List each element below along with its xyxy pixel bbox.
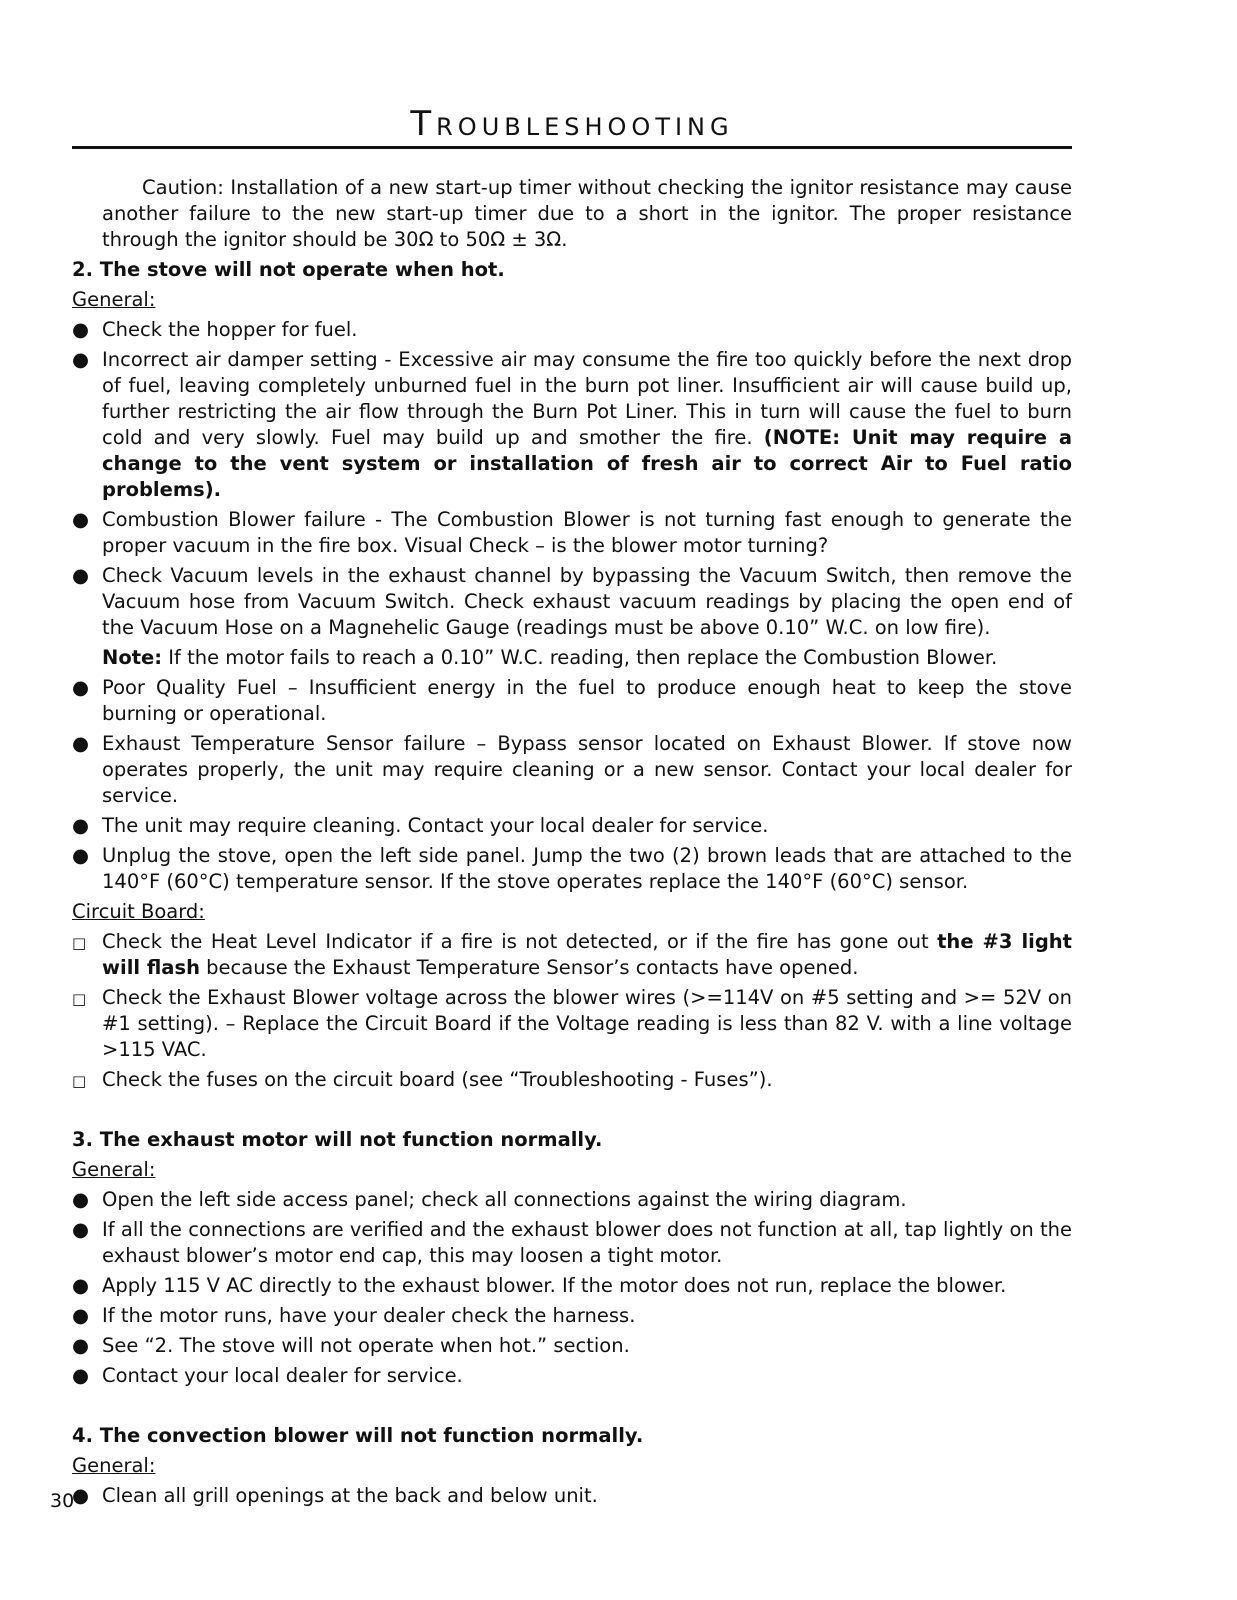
section-3-general-label: General: xyxy=(72,1158,156,1181)
bullet-icon: ● xyxy=(72,732,90,755)
caution-paragraph: Caution: Installation of a new start-up timer without checking the ignitor resistance may cause another failure to the new start-up timer due to a short in the ignitor. The proper resistance through the ignitor should be 30Ω to 50Ω ± 3Ω. xyxy=(102,176,1072,251)
list-item: ● Unplug the stove, open the left side panel. Jump the two (2) brown leads that are attached to the 140°F (60°C) temperature sensor. If the stove operates replace the 140°F (60°C) sensor. xyxy=(72,844,1072,893)
bullet-icon: ● xyxy=(72,1188,90,1211)
section-2-general-label: General: xyxy=(72,288,156,311)
note-paragraph: Note: If the motor fails to reach a 0.10” W.C. reading, then replace the Combustion Blower. xyxy=(102,646,998,669)
page-title: Troubleshooting xyxy=(410,104,734,144)
checkbox-icon: □ xyxy=(72,934,87,952)
spacer xyxy=(72,1093,1072,1123)
list-item: ● Check Vacuum levels in the exhaust channel by bypassing the Vacuum Switch, then remove the Vacuum hose from Vacuum Switch. Check exhaust vacuum readings by placing the open end of the Vacuum Hose on a Magnehelic Gauge (readings must be above 0.10” W.C. on low fire). xyxy=(72,564,1072,639)
section-4-general-label: General: xyxy=(72,1454,156,1477)
page-number: 30 xyxy=(50,1490,75,1512)
checklist-item: □ Check the fuses on the circuit board (see “Troubleshooting - Fuses”). xyxy=(72,1067,1072,1093)
title-rule xyxy=(72,146,1072,149)
bullet-icon: ● xyxy=(72,318,90,341)
bullet-icon: ● xyxy=(72,564,90,587)
list-item: ● Clean all grill openings at the back and below unit. xyxy=(72,1484,598,1507)
bullet-icon: ● xyxy=(72,1304,90,1327)
bullet-icon: ● xyxy=(72,814,90,837)
list-item: ● Apply 115 V AC directly to the exhaust blower. If the motor does not run, replace the blower. xyxy=(72,1274,1007,1297)
list-item: ● See “2. The stove will not operate when hot.” section. xyxy=(72,1334,630,1357)
list-item: ● Open the left side access panel; check all connections against the wiring diagram. xyxy=(72,1188,907,1211)
list-item: ● Incorrect air damper setting - Excessive air may consume the fire too quickly before the next drop of fuel, leaving completely unburned fuel in the burn pot liner. Insufficient air will cause build up, further restricting the air flow through the Burn Pot Liner. This in turn will cause the fuel to burn cold and very slowly. Fuel may build up and smother the fire. (NOTE: Unit may require a change to the vent system or installation of fresh air to correct Air to Fuel ratio problems). xyxy=(72,348,1072,501)
list-item: ● If all the connections are verified and the exhaust blower does not function at all, tap lightly on the exhaust blower’s motor end cap, this may loosen a tight motor. xyxy=(72,1218,1072,1267)
list-item: ● Check the hopper for fuel. xyxy=(72,318,358,341)
bullet-icon: ● xyxy=(72,1484,90,1507)
list-item: ● Combustion Blower failure - The Combustion Blower is not turning fast enough to generate the proper vacuum in the fire box. Visual Check – is the blower motor turning? xyxy=(72,508,1072,557)
bullet-icon: ● xyxy=(72,1274,90,1297)
spacer xyxy=(72,1389,1072,1419)
list-item: ● Contact your local dealer for service. xyxy=(72,1364,463,1387)
vent-note: (NOTE: Unit may require a change to the vent system or installation of fresh air to correct Air to Fuel ratio problems). xyxy=(102,426,1072,501)
section-2-heading: 2. The stove will not operate when hot. xyxy=(72,258,505,281)
note-label: Note: xyxy=(102,646,163,669)
bullet-icon: ● xyxy=(72,508,90,531)
bullet-icon: ● xyxy=(72,1218,90,1241)
list-item: ● Poor Quality Fuel – Insufficient energy in the fuel to produce enough heat to keep the stove burning or operational. xyxy=(72,676,1072,725)
circuit-board-label: Circuit Board: xyxy=(72,900,205,923)
bullet-icon: ● xyxy=(72,348,90,371)
checklist-item: □ Check the Heat Level Indicator if a fire is not detected, or if the fire has gone out the #3 light will flash because the Exhaust Temperature Sensor’s contacts have opened. xyxy=(72,930,1072,979)
list-item: ● Exhaust Temperature Sensor failure – Bypass sensor located on Exhaust Blower. If stove now operates properly, the unit may require cleaning or a new sensor. Contact your local dealer for service. xyxy=(72,732,1072,807)
content xyxy=(72,175,1072,1509)
list-item: ● If the motor runs, have your dealer check the harness. xyxy=(72,1304,636,1327)
section-4-heading: 4. The convection blower will not function normally. xyxy=(72,1424,644,1447)
bullet-icon: ● xyxy=(72,844,90,867)
bullet-icon: ● xyxy=(72,1334,90,1357)
checkbox-icon: □ xyxy=(72,990,87,1008)
section-3-heading: 3. The exhaust motor will not function normally. xyxy=(72,1128,603,1151)
checkbox-icon: □ xyxy=(72,1072,87,1090)
checklist-item: □ Check the Exhaust Blower voltage across the blower wires (>=114V on #5 setting and >= 52V on #1 setting). – Replace the Circuit Board if the Voltage reading is less than 82 V. with a line voltage >115 VAC. xyxy=(72,986,1072,1061)
bullet-icon: ● xyxy=(72,676,90,699)
bullet-icon: ● xyxy=(72,1364,90,1387)
list-item: ● The unit may require cleaning. Contact your local dealer for service. xyxy=(72,814,769,837)
